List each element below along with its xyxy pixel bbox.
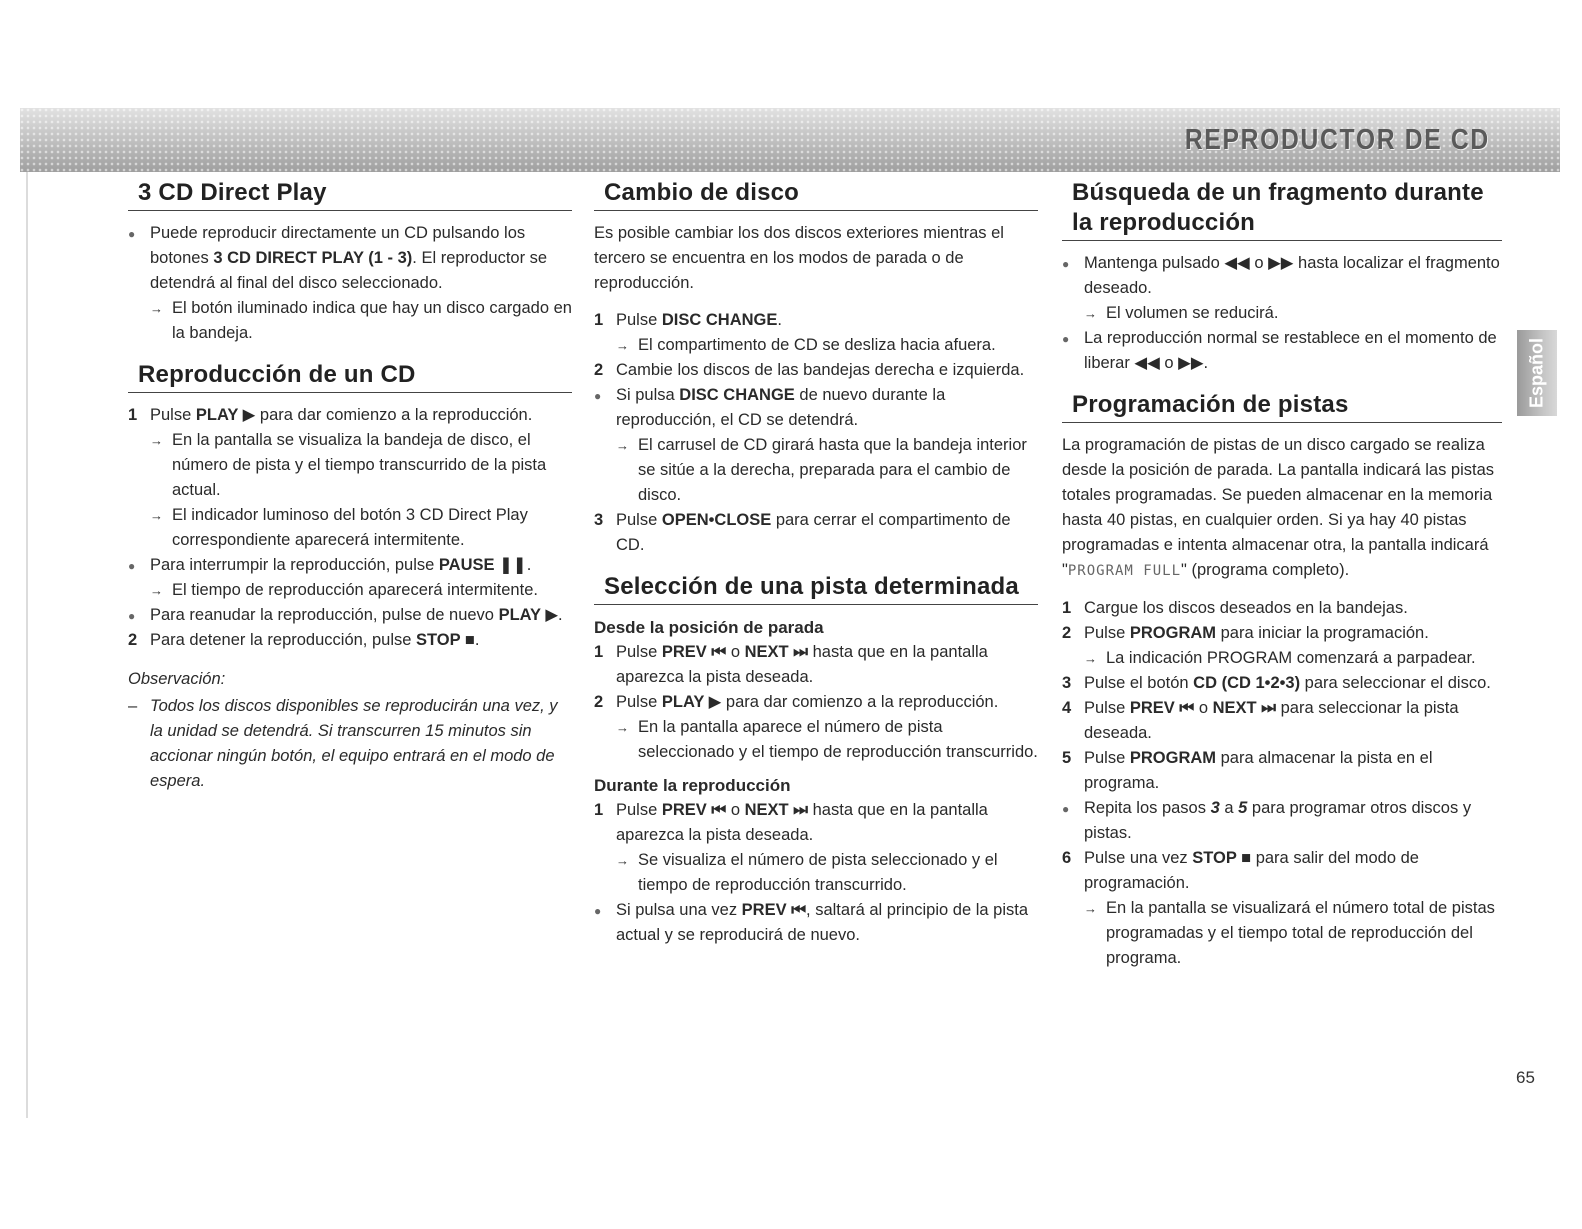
step-number: 1 <box>594 311 604 329</box>
step-number: 1 <box>128 406 138 424</box>
result-note: → En la pantalla se visualizará el número total de pistas programadas y el tiempo total de reproducción del programa. <box>1084 896 1502 971</box>
arrow-icon: → <box>616 438 629 453</box>
step-number: 3 <box>1062 674 1072 692</box>
note-title: Observación: <box>128 670 226 688</box>
seleccion-parada-steps <box>594 640 1038 765</box>
list-item: 1 Pulse DISC CHANGE. → El compartimento de CD se desliza hacia afuera. <box>594 308 1038 358</box>
list-item: 2 Para detener la reproducción, pulse STOP ■. <box>128 628 572 653</box>
result-note: → En la pantalla se visualiza la bandeja de disco, el número de pista y el tiempo transcurrido de la pista actual. <box>150 428 572 503</box>
result-note: → El indicador luminoso del botón 3 CD Direct Play correspondiente aparecerá intermitente. <box>150 503 572 553</box>
result-note: → El tiempo de reproducción aparecerá intermitente. <box>150 578 572 603</box>
result-note: → La indicación PROGRAM comenzará a parpadear. <box>1084 646 1502 671</box>
arrow-icon: → <box>150 508 163 523</box>
dash-icon: – <box>128 697 138 715</box>
direct-play-list <box>128 221 572 346</box>
bullet-icon: ● <box>594 904 602 918</box>
list-item: 3 Pulse OPEN•CLOSE para cerrar el compartimento de CD. <box>594 508 1038 558</box>
bullet-icon: ● <box>1062 332 1070 346</box>
step-number: 1 <box>1062 599 1072 617</box>
step-number: 6 <box>1062 849 1072 867</box>
list-item: ● Si pulsa DISC CHANGE de nuevo durante la reproducción, el CD se detendrá. → El carrusel de CD girará hasta que la bandeja interior se sitúe a la derecha, preparada para el cambio de disco. <box>594 383 1038 508</box>
section-title-cambio: Cambio de disco <box>594 178 1038 211</box>
arrow-icon: → <box>616 338 629 353</box>
list-item: ● Para reanudar la reproducción, pulse de nuevo PLAY ▶. <box>128 603 572 628</box>
section-title-busqueda: Búsqueda de un fragmento durante la reproducción <box>1062 178 1502 241</box>
bullet-icon: ● <box>594 389 602 403</box>
list-item: 3 Pulse el botón CD (CD 1•2•3) para seleccionar el disco. <box>1062 671 1502 696</box>
list-item: 5 Pulse PROGRAM para almacenar la pista en el programa. <box>1062 746 1502 796</box>
result-note: → El volumen se reducirá. <box>1084 301 1502 326</box>
list-item: 1 Pulse PREV ⏮ o NEXT ⏭ hasta que en la pantalla aparezca la pista deseada. → Se visualiza el número de pista seleccionado y el tiempo de reproducción transcurrido. <box>594 798 1038 898</box>
section-title-seleccion: Selección de una pista determinada <box>594 572 1038 605</box>
page-number: 65 <box>1516 1068 1535 1087</box>
bullet-icon: ● <box>128 227 136 241</box>
arrow-icon: → <box>150 433 163 448</box>
list-item: 2 Cambie los discos de las bandejas derecha e izquierda. <box>594 358 1038 383</box>
language-tab <box>1517 330 1557 416</box>
list-item: ● Repita los pasos 3 a 5 para programar otros discos y pistas. <box>1062 799 1472 842</box>
step-number: 1 <box>594 643 604 661</box>
step-number: 2 <box>128 631 138 649</box>
arrow-icon: → <box>1084 651 1097 666</box>
header-banner <box>20 108 1560 172</box>
page-title: REPRODUCTOR DE CD <box>1184 124 1490 156</box>
programacion-steps <box>1062 596 1502 971</box>
arrow-icon: → <box>150 583 163 598</box>
lcd-display-text: PROGRAM FULL <box>1067 563 1182 579</box>
result-note: → El botón iluminado indica que hay un disco cargado en la bandeja. <box>150 296 572 346</box>
list-item: 1 Pulse PLAY ▶ para dar comienzo a la reproducción. → En la pantalla se visualiza la bandeja de disco, el número de pista y el tiempo transcurrido de la pista actual. → El indicador luminoso del botón 3 CD Direct Play correspondiente aparecerá intermitente. <box>128 403 572 553</box>
step-number: 1 <box>594 801 604 819</box>
section-title-direct-play: 3 CD Direct Play <box>128 178 572 211</box>
result-note: → El compartimento de CD se desliza hacia afuera. <box>616 333 1038 358</box>
column-right <box>1062 178 1502 985</box>
list-item: 1 Cargue los discos deseados en la bandejas. <box>1062 596 1502 621</box>
result-note: → El carrusel de CD girará hasta que la bandeja interior se sitúe a la derecha, preparada para el cambio de disco. <box>616 433 1038 508</box>
list-item: ● Mantenga pulsado ◀◀ o ▶▶ hasta localizar el fragmento deseado. → El volumen se reducirá. <box>1062 251 1502 326</box>
arrow-icon: → <box>1084 901 1097 916</box>
cambio-intro: Es posible cambiar los dos discos exteriores mientras el tercero se encuentra en los modos de parada o de reproducción. <box>594 224 1004 292</box>
list-item: 2 Pulse PROGRAM para iniciar la programación. → La indicación PROGRAM comenzará a parpadear. <box>1062 621 1502 671</box>
result-note: → Se visualiza el número de pista seleccionado y el tiempo de reproducción transcurrido. <box>616 848 1038 898</box>
bullet-icon: ● <box>1062 257 1070 271</box>
arrow-icon: → <box>1084 306 1097 321</box>
bullet-icon: ● <box>128 559 136 573</box>
subsection-title-parada: Desde la posición de parada <box>594 618 824 637</box>
step-number: 2 <box>594 361 604 379</box>
step-number: 2 <box>594 693 604 711</box>
seleccion-durante-steps <box>594 798 1038 948</box>
list-item: ● Para interrumpir la reproducción, pulse PAUSE ❚❚. → El tiempo de reproducción aparecerá intermitente. <box>128 553 572 603</box>
column-middle <box>594 178 1038 962</box>
list-item: ● Si pulsa una vez PREV ⏮, saltará al principio de la pista actual y se reproducirá de nuevo. <box>594 901 1028 944</box>
arrow-icon: → <box>150 301 163 316</box>
list-item: 1 Pulse PREV ⏮ o NEXT ⏭ hasta que en la pantalla aparezca la pista deseada. <box>594 640 1038 690</box>
bullet-icon: ● <box>1062 802 1070 816</box>
cambio-steps <box>594 308 1038 558</box>
result-note: → En la pantalla aparece el número de pista seleccionado y el tiempo de reproducción transcurrido. <box>616 715 1038 765</box>
list-item: ● Puede reproducir directamente un CD pulsando los botones 3 CD DIRECT PLAY (1 - 3). El reproductor se detendrá al final del disco seleccionado. → El botón iluminado indica que hay un disco cargado en la bandeja. <box>128 221 572 346</box>
bullet-icon: ● <box>128 609 136 623</box>
note-text: – Todos los discos disponibles se reproducirán una vez, y la unidad se detendrá. Si transcurren 15 minutos sin accionar ningún botón, el equipo entrará en el modo de espera. <box>128 694 572 794</box>
reproduccion-steps <box>128 403 572 653</box>
programacion-intro: La programación de pistas de un disco cargado se realiza desde la posición de parada. La pantalla indicará las pistas totales programadas. Se pueden almacenar en la memoria hasta 40 pistas, en cualquier orden. Si ya hay 40 pistas programadas e intenta almacenar otra, la pantalla indicará "PROGRAM FULL" (programa completo). <box>1062 436 1495 579</box>
column-left <box>128 178 572 794</box>
subsection-title-durante: Durante la reproducción <box>594 776 791 795</box>
language-tab-label: Español <box>1526 337 1547 409</box>
step-number: 2 <box>1062 624 1072 642</box>
list-item: 6 Pulse una vez STOP ■ para salir del modo de programación. → En la pantalla se visualizará el número total de pistas programadas y el tiempo total de reproducción del programa. <box>1062 846 1502 971</box>
section-title-programacion: Programación de pistas <box>1062 390 1502 423</box>
list-item: 4 Pulse PREV ⏮ o NEXT ⏭ para seleccionar la pista deseada. <box>1062 696 1502 746</box>
arrow-icon: → <box>616 720 629 735</box>
arrow-icon: → <box>616 853 629 868</box>
step-number: 5 <box>1062 749 1072 767</box>
step-number: 4 <box>1062 699 1072 717</box>
left-margin-rule <box>26 108 28 1118</box>
list-item: ● La reproducción normal se restablece en el momento de liberar ◀◀ o ▶▶. <box>1062 329 1497 372</box>
step-number: 3 <box>594 511 604 529</box>
section-title-reproduccion: Reproducción de un CD <box>128 360 572 393</box>
busqueda-list <box>1062 251 1502 376</box>
list-item: 2 Pulse PLAY ▶ para dar comienzo a la reproducción. → En la pantalla aparece el número de pista seleccionado y el tiempo de reproducción transcurrido. <box>594 690 1038 765</box>
